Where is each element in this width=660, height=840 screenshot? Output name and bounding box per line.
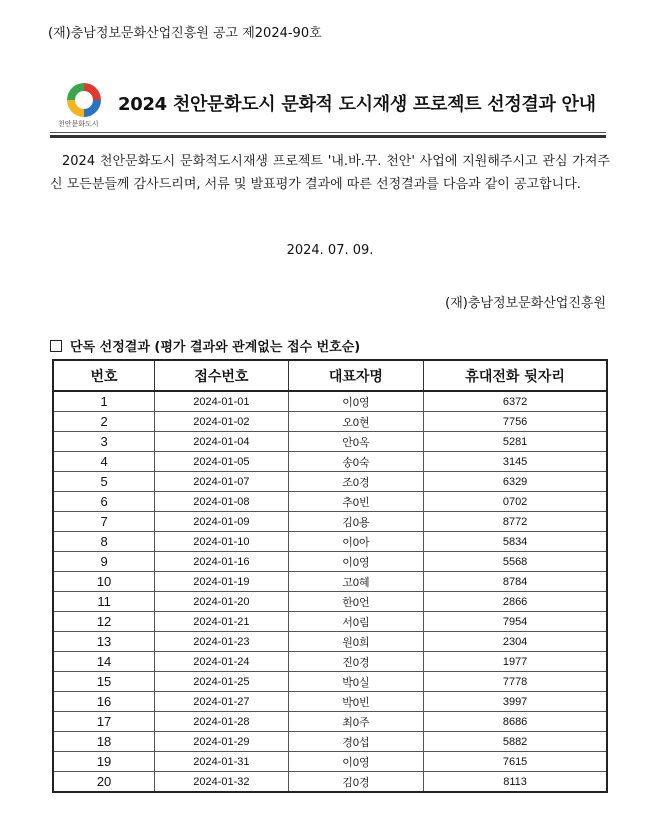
row-number: 4 (53, 452, 155, 472)
intro-paragraph (50, 150, 610, 196)
issuing-organization: (재)충남정보문화산업진흥원 (445, 296, 606, 311)
application-number: 2024-01-10 (155, 532, 289, 552)
phone-last-digits: 7954 (424, 612, 607, 632)
table-row (53, 712, 607, 732)
phone-last-digits: 2304 (424, 632, 607, 652)
application-number: 2024-01-27 (155, 692, 289, 712)
row-number: 19 (53, 752, 155, 772)
application-number: 2024-01-20 (155, 592, 289, 612)
application-number: 2024-01-28 (155, 712, 289, 732)
phone-last-digits: 8686 (424, 712, 607, 732)
representative-name: 이0영 (288, 552, 423, 572)
representative-name: 이0영 (288, 391, 423, 412)
section-title-text: 단독 선정결과 (평가 결과와 관계없는 접수 번호순) (70, 340, 361, 355)
application-number: 2024-01-19 (155, 572, 289, 592)
representative-name: 오0현 (288, 412, 423, 432)
table-row (53, 592, 607, 612)
representative-name: 김0용 (288, 512, 423, 532)
application-number: 2024-01-32 (155, 772, 289, 793)
phone-last-digits: 7778 (424, 672, 607, 692)
title-divider-thick (50, 135, 606, 138)
row-number: 5 (53, 472, 155, 492)
phone-last-digits: 3145 (424, 452, 607, 472)
application-number: 2024-01-09 (155, 512, 289, 532)
representative-name: 박0빈 (288, 692, 423, 712)
table-row (53, 472, 607, 492)
row-number: 6 (53, 492, 155, 512)
application-number: 2024-01-31 (155, 752, 289, 772)
representative-name: 서0림 (288, 612, 423, 632)
title-divider (50, 132, 606, 133)
application-number: 2024-01-07 (155, 472, 289, 492)
representative-name: 이0아 (288, 532, 423, 552)
table-row (53, 632, 607, 652)
row-number: 18 (53, 732, 155, 752)
cheonan-culture-city-logo-icon (64, 80, 104, 120)
row-number: 14 (53, 652, 155, 672)
row-number: 12 (53, 612, 155, 632)
representative-name: 고0혜 (288, 572, 423, 592)
header-representative-name: 대표자명 (288, 360, 423, 391)
table-row (53, 492, 607, 512)
table-header-row (53, 360, 607, 391)
representative-name: 조0경 (288, 472, 423, 492)
row-number: 10 (53, 572, 155, 592)
table-row (53, 692, 607, 712)
row-number: 20 (53, 772, 155, 793)
table-row (53, 572, 607, 592)
table-row (53, 391, 607, 412)
phone-last-digits: 2866 (424, 592, 607, 612)
phone-last-digits: 0702 (424, 492, 607, 512)
table-row (53, 412, 607, 432)
table-row (53, 672, 607, 692)
representative-name: 원0희 (288, 632, 423, 652)
application-number: 2024-01-23 (155, 632, 289, 652)
logo-caption: 천안문화도시 (58, 120, 99, 128)
phone-last-digits: 3997 (424, 692, 607, 712)
row-number: 8 (53, 532, 155, 552)
table-row (53, 732, 607, 752)
application-number: 2024-01-24 (155, 652, 289, 672)
row-number: 13 (53, 632, 155, 652)
phone-last-digits: 5281 (424, 432, 607, 452)
row-number: 16 (53, 692, 155, 712)
application-number: 2024-01-02 (155, 412, 289, 432)
row-number: 9 (53, 552, 155, 572)
representative-name: 진0경 (288, 652, 423, 672)
table-row (53, 552, 607, 572)
application-number: 2024-01-16 (155, 552, 289, 572)
representative-name: 안0옥 (288, 432, 423, 452)
phone-last-digits: 6329 (424, 472, 607, 492)
phone-last-digits: 7756 (424, 412, 607, 432)
application-number: 2024-01-29 (155, 732, 289, 752)
selection-results-table (52, 359, 608, 793)
representative-name: 최0주 (288, 712, 423, 732)
application-number: 2024-01-08 (155, 492, 289, 512)
representative-name: 이0영 (288, 752, 423, 772)
phone-last-digits: 7615 (424, 752, 607, 772)
section-title (50, 336, 360, 355)
row-number: 7 (53, 512, 155, 532)
phone-last-digits: 5568 (424, 552, 607, 572)
phone-last-digits: 8113 (424, 772, 607, 793)
checkbox-square-icon (50, 340, 62, 352)
header-phone-last-digits: 휴대전화 뒷자리 (424, 360, 607, 391)
document-title: 2024 천안문화도시 문화적 도시재생 프로젝트 선정결과 안내 (118, 94, 596, 115)
intro-text: 2024 천안문화도시 문화적도시재생 프로젝트 '내.바.꾸. 천안' 사업에 지원해주시고 관심 가져주신 모든분들께 감사드리며, 서류 및 발표평가 결과에 따른 선정결과를 다음과 같이 공고합니다. (50, 154, 610, 192)
phone-last-digits: 8784 (424, 572, 607, 592)
representative-name: 추0빈 (288, 492, 423, 512)
table-row (53, 532, 607, 552)
notice-number: (재)충남정보문화산업진흥원 공고 제2024-90호 (48, 26, 322, 41)
application-number: 2024-01-01 (155, 391, 289, 412)
row-number: 11 (53, 592, 155, 612)
phone-last-digits: 6372 (424, 391, 607, 412)
phone-last-digits: 8772 (424, 512, 607, 532)
representative-name: 박0실 (288, 672, 423, 692)
phone-last-digits: 1977 (424, 652, 607, 672)
row-number: 1 (53, 391, 155, 412)
application-number: 2024-01-05 (155, 452, 289, 472)
representative-name: 경0섭 (288, 732, 423, 752)
application-number: 2024-01-25 (155, 672, 289, 692)
notice-date: 2024. 07. 09. (286, 243, 374, 258)
table-row (53, 612, 607, 632)
table-row (53, 652, 607, 672)
phone-last-digits: 5834 (424, 532, 607, 552)
phone-last-digits: 5882 (424, 732, 607, 752)
table-row (53, 512, 607, 532)
table-row (53, 452, 607, 472)
table-row (53, 752, 607, 772)
row-number: 3 (53, 432, 155, 452)
representative-name: 송0숙 (288, 452, 423, 472)
title-bar (50, 74, 606, 136)
table-row (53, 432, 607, 452)
representative-name: 한0언 (288, 592, 423, 612)
representative-name: 김0경 (288, 772, 423, 793)
header-number: 번호 (53, 360, 155, 391)
header-application-number: 접수번호 (155, 360, 289, 391)
row-number: 15 (53, 672, 155, 692)
application-number: 2024-01-21 (155, 612, 289, 632)
row-number: 2 (53, 412, 155, 432)
table-row (53, 772, 607, 793)
application-number: 2024-01-04 (155, 432, 289, 452)
row-number: 17 (53, 712, 155, 732)
